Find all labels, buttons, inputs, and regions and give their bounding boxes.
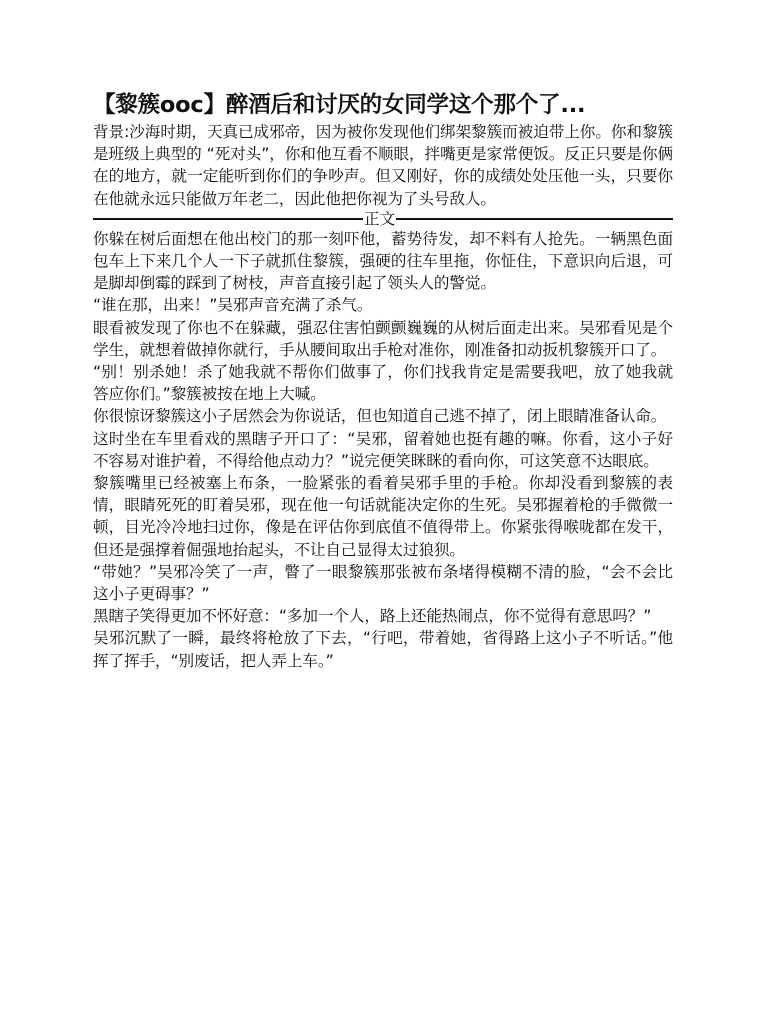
document-page: [93, 90, 673, 672]
body-paragraph: 吴邪沉默了一瞬，最终将枪放了下去，“行吧，带着她，省得路上这小子不听话。”他挥了挥手，“别废话，把人弄上车。”: [93, 629, 673, 670]
section-divider: [93, 210, 673, 228]
body-paragraph: 眼看被发现了你也不在躲藏，强忍住害怕颤颤巍巍的从树后面走出来。吴邪看见是个学生，就想着做掉你就行，手从腰间取出手枪对准你，刚准备扣动扳机黎簇开口了。: [93, 318, 673, 359]
body-paragraph: 你躲在树后面想在他出校门的那一刻吓他，蓄势待发，却不料有人抢先。一辆黑色面包车上下来几个人一下子就抓住黎簇，强硬的往车里拖，你怔住，下意识向后退，可是脚却倒霉的踩到了树枝，声音直接引起了领头人的警觉。: [93, 229, 673, 293]
document-title: 【黎簇ooc】醉酒后和讨厌的女同学这个那个了...: [93, 92, 586, 118]
body-paragraph: 黎簇嘴里已经被塞上布条，一脸紧张的看着吴邪手里的手枪。你却没看到黎簇的表情，眼睛死死的盯着吴邪，现在他一句话就能决定你的生死。吴邪握着枪的手微微一顿，目光冷冷地扫过你，像是在评估你到底值不值得带上。你紧张得喉咙都在发干，但还是强撑着倔强地抬起头，不让自己显得太过狼狈。: [93, 474, 673, 559]
divider-rule-left: [93, 218, 363, 220]
body-paragraph: 黑瞎子笑得更加不怀好意：“多加一个人，路上还能热闹点，你不觉得有意思吗？”: [93, 607, 652, 626]
body-paragraph: 你很惊讶黎簇这小子居然会为你说话，但也知道自己逃不掉了，闭上眼睛准备认命。: [93, 407, 667, 426]
divider-label: 正文: [364, 209, 396, 228]
body-paragraph: “谁在那，出来！”吴邪声音充满了杀气。: [93, 296, 373, 315]
background-paragraph: 背景:沙海时期，天真已成邪帝，因为被你发现他们绑架黎簇而被迫带上你。你和黎簇是班级上典型的 “死对头”，你和他互看不顺眼，拌嘴更是家常便饭。反正只要是你俩在的地方，就一定能听到你们的争吵声。但又刚好，你的成绩处处压他一头，只要你在他就永远只能做万年老二，因此他把你视为了头号敌人。: [93, 123, 673, 208]
body-paragraph: “别！别杀她！杀了她我就不帮你们做事了，你们找我肯定是需要我吧，放了她我就答应你们。”黎簇被按在地上大喊。: [93, 363, 673, 404]
body-paragraph: “带她？”吴邪冷笑了一声，瞥了一眼黎簇那张被布条堵得模糊不清的脸，“会不会比这小子更碍事？”: [93, 562, 673, 604]
divider-rule-right: [396, 218, 673, 220]
body-paragraph: 这时坐在车里看戏的黑瞎子开口了：“吴邪，留着她也挺有趣的嘛。你看，这小子好不容易对谁护着，不得给他点动力？”说完便笑眯眯的看向你，可这笑意不达眼底。: [93, 429, 673, 470]
